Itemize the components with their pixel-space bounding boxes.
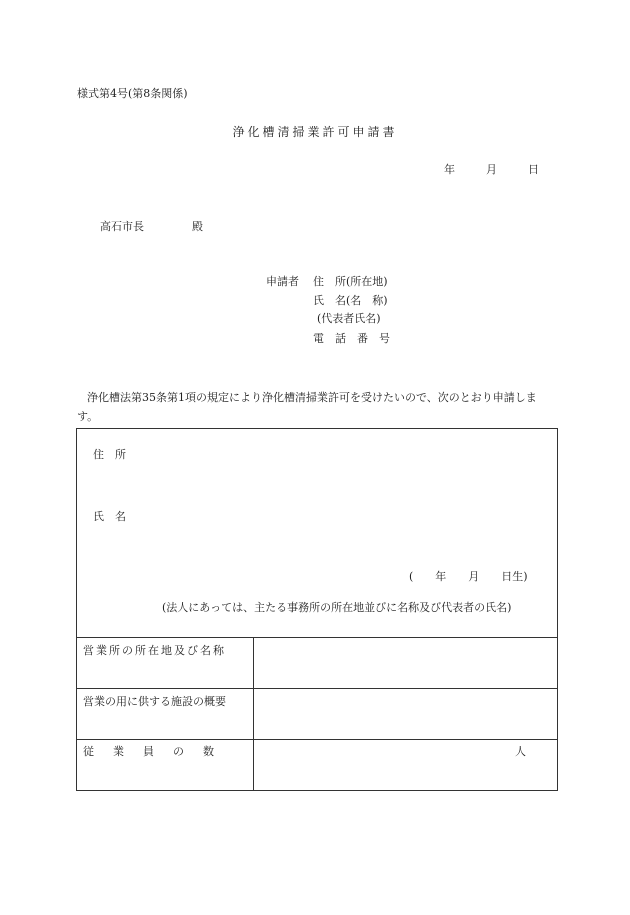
column-divider — [253, 637, 254, 790]
box-address-label: 住 所 — [93, 448, 126, 461]
date-line — [444, 161, 539, 177]
applicant-address-label: 住 所(所在地) — [313, 275, 388, 288]
document-title: 浄化槽清掃業許可申請書 — [232, 125, 398, 139]
application-table — [76, 428, 558, 791]
date-month: 月 — [486, 163, 497, 176]
applicant-phone-label: 電 話 番 号 — [313, 332, 390, 345]
facility-overview-label: 営業の用に供する施設の概要 — [83, 695, 226, 708]
date-year: 年 — [444, 163, 455, 176]
applicant-name-label: 氏 名(名 称) — [313, 294, 388, 307]
birth-day: 日生) — [501, 570, 528, 583]
addressee — [100, 218, 203, 234]
addressee-name: 高石市長 — [100, 220, 144, 233]
employee-count-label: 従 業 員 の 数 — [83, 745, 218, 758]
birth-year: 年 — [435, 570, 447, 583]
applicant-representative-label: (代表者氏名) — [317, 312, 381, 325]
birth-open: ( — [409, 570, 414, 583]
box-name-label: 氏 名 — [93, 510, 126, 523]
birth-month: 月 — [468, 570, 480, 583]
intro-paragraph: 浄化槽法第35条第1項の規定により浄化槽清掃業許可を受けたいので、次のとおり申請します。 — [77, 391, 537, 423]
row-divider — [77, 637, 557, 638]
employee-count-unit: 人 — [515, 745, 526, 758]
corporate-note: (法人にあっては、主たる事務所の所在地並びに名称及び代表者の氏名) — [162, 601, 512, 614]
row-divider — [77, 739, 557, 740]
addressee-honorific: 殿 — [192, 220, 203, 233]
applicant-label: 申請者 — [266, 275, 299, 288]
form-number-label: 様式第4号(第8条関係) — [77, 87, 188, 100]
office-location-label: 営業所の所在地及び名称 — [83, 644, 226, 657]
birthdate-line — [409, 568, 528, 584]
date-day: 日 — [528, 163, 539, 176]
row-divider — [77, 688, 557, 689]
